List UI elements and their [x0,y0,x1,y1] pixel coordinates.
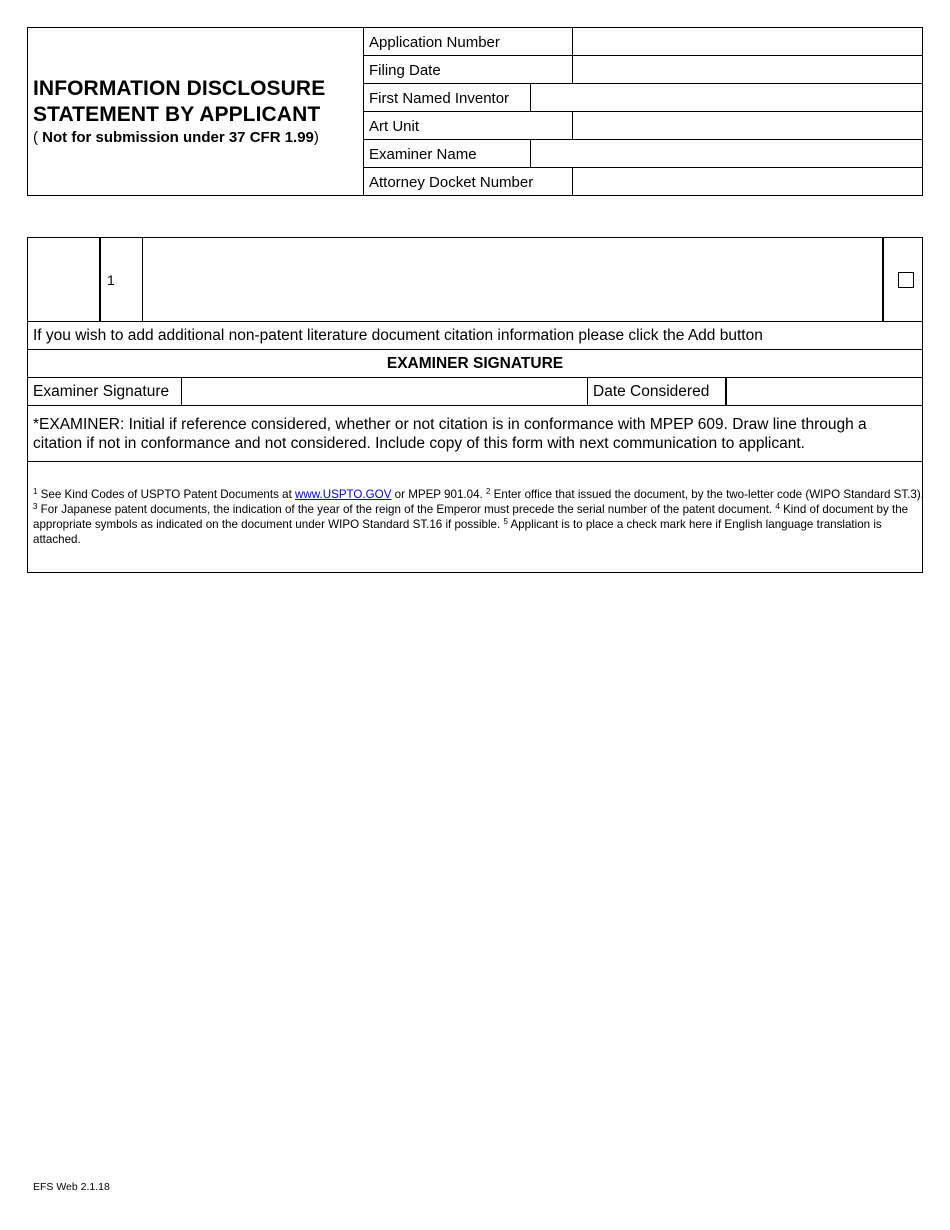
examiner-signature-label-cell [27,377,182,406]
date-considered-field[interactable] [726,377,923,406]
examiner-signature-field[interactable] [181,377,588,406]
examiner-name-label: Examiner Name [369,146,477,163]
examiner-note-row [27,405,923,462]
examiner-name-field[interactable] [530,139,923,168]
footnotes: $^1$ See Kind Codes of USPTO Patent Documents at www.USPTO.GOV or MPEP 901.04. $^2$ Enter office that issued the document, by the two-letter code (WIPO Standard ST.3). $^3$ For Japanese patent documents, the indication of the year of the reign of the Emperor must precede the serial number of the patent document. $^4$ Kind of document by the appropriate symbols as indicated on the document under WIPO Standard ST.16 if possible. $^5$ Applicant is to place a check mark here if English language translation is attached. [33,487,924,546]
first-named-inventor-label: First Named Inventor [369,90,510,107]
filing-date-label: Filing Date [369,62,441,79]
cite-number: 1 [107,272,115,288]
form-title-line2: STATEMENT BY APPLICANT [33,103,321,126]
filing-date-field[interactable] [572,55,923,84]
application-number-label: Application Number [369,34,500,51]
examiner-initial-cell[interactable] [27,237,101,322]
examiner-signature-heading-row [27,349,923,378]
citation-text-cell[interactable] [142,237,884,322]
date-considered-label-cell [587,377,727,406]
examiner-name-label-cell [363,139,531,168]
application-number-label-cell [363,27,573,56]
art-unit-label: Art Unit [369,118,420,135]
uspto-link[interactable]: www.USPTO.GOV [295,488,392,501]
attorney-docket-label: Attorney Docket Number [369,174,534,191]
form-subtitle: ( Not for submission under 37 CFR 1.99) [33,129,319,146]
first-named-inventor-label-cell [363,83,531,112]
attorney-docket-label-cell [363,167,573,196]
application-number-field[interactable] [572,27,923,56]
first-named-inventor-field[interactable] [530,83,923,112]
art-unit-label-cell [363,111,573,140]
add-notice-text: If you wish to add additional non-patent literature document citation information please click the Add button [33,327,763,344]
filing-date-label-cell [363,55,573,84]
translation-cell [883,237,923,322]
examiner-note-line2: citation if not in conformance and not considered. Include copy of this form with next communication to applicant. [33,435,805,452]
attorney-docket-field[interactable] [572,167,923,196]
examiner-note-line1: *EXAMINER: Initial if reference considered, whether or not citation is in conformance with MPEP 609. Draw line through a [33,416,867,433]
examiner-signature-label: Examiner Signature [33,383,170,400]
date-considered-label: Date Considered [593,383,710,400]
art-unit-field[interactable] [572,111,923,140]
examiner-signature-heading: EXAMINER SIGNATURE [386,355,564,372]
form-title-line1: INFORMATION DISCLOSURE [33,77,326,100]
cite-number-cell [100,237,143,322]
add-notice-row [27,321,923,350]
translation-checkbox[interactable] [898,272,914,288]
form-version: EFS Web 2.1.18 [33,1181,110,1193]
